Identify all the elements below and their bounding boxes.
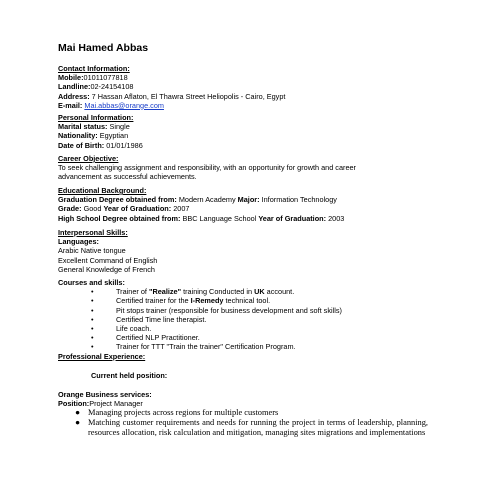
landline-label: Landline: [58,82,91,92]
position-row [58,399,458,408]
contact-section [58,64,458,110]
email-link[interactable]: Mai.abbas@orange.com [84,100,164,110]
current-position-block [91,371,491,380]
company-name: Orange Business services: [58,390,152,399]
courses-list [58,287,458,351]
bullet-icon: • [91,305,94,315]
grade-label: Grade: [58,204,82,214]
course-text: training Conducted in [181,287,255,297]
address-label: Address: [58,91,90,101]
course-text: Certified Time line therapist. [116,314,207,324]
course-bold: UK [254,287,265,297]
hs-from: BBC Language School [182,213,257,223]
language-item: General Knowledge of French [58,264,155,274]
personal-heading: Personal Information: [58,113,134,122]
high-school-row [58,214,458,223]
landline-value: 02-24154108 [90,82,134,92]
year-value: 2007 [173,204,190,214]
address-value: 7 Hassan Aflaton, El Thawra Street Heliopolis - Cairo, Egypt [91,91,286,101]
courses-section [58,278,458,352]
career-heading: Career Objective: [58,154,119,163]
career-section [58,154,458,182]
course-item [58,306,458,315]
mobile-label: Mobile: [58,73,84,83]
grad-label: Graduation Degree obtained from: [58,195,177,205]
mobile-row [58,73,458,82]
contact-heading: Contact Information: [58,64,130,73]
bullet-icon: ● [75,408,81,418]
duty-text: Matching customer requirements and needs for running the project in terms of leadership, planning, resources allocation, risk calculation and mitigation, managing sites migrations and implementations [88,418,428,437]
duties-list [58,408,428,437]
email-row [58,101,458,110]
bullet-icon: • [91,342,94,352]
course-bold: "Realize" [148,287,182,297]
position-value: Project Manager [89,399,143,409]
course-text: Trainer of [116,287,149,297]
course-item [58,315,458,324]
dob-label: Date of Birth: [58,140,105,150]
interpersonal-heading: Interpersonal Skills: [58,228,128,237]
course-item [58,324,458,333]
duty-item [58,418,428,437]
career-text: To seek challenging assignment and responsibility, with an opportunity for growth and career advancement as successful achievements. [58,163,356,182]
course-text: Pit stops trainer (responsible for business development and soft skills) [116,305,342,315]
hs-year-label: Year of Graduation: [258,213,327,223]
language-item: Arabic Native tongue [58,246,126,256]
course-text: Certified trainer for the [116,296,191,306]
experience-section [58,390,458,437]
marital-label: Marital status: [58,122,108,132]
course-text: technical tool. [223,296,271,306]
marital-row [58,122,458,131]
address-row [58,92,458,101]
course-item [58,296,458,305]
duty-item [58,408,428,418]
bullet-icon: • [91,324,94,334]
duty-text: Managing projects across regions for multiple customers [88,408,279,418]
nationality-row [58,131,458,140]
position-label: Position: [58,399,90,409]
language-item: Excellent Command of English [58,255,158,265]
marital-value: Single [109,122,130,132]
education-heading: Educational Background: [58,186,147,195]
bullet-icon: ● [75,418,81,427]
graduation-row [58,195,458,204]
dob-value: 01/01/1986 [106,140,143,150]
bullet-icon: • [91,296,94,306]
grade-row [58,204,458,213]
mobile-value: 01011077818 [83,73,128,83]
interpersonal-section [58,228,458,274]
course-text: Certified NLP Practitioner. [116,333,200,343]
current-position-label: Current held position: [91,371,168,380]
nationality-value: Egyptian [99,131,129,141]
course-text: Life coach. [116,324,152,334]
bullet-icon: • [91,287,94,297]
email-label: E-mail: [58,100,83,110]
course-text: Trainer for TTT "Train the trainer" Certification Program. [116,342,296,352]
course-item [58,333,458,342]
experience-heading-block [58,352,458,361]
nationality-label: Nationality: [58,131,98,141]
education-section [58,186,458,223]
major-label: Major: [237,195,260,205]
course-text: account. [264,287,295,297]
applicant-name: Mai Hamed Abbas [58,42,149,54]
year-label: Year of Graduation: [103,204,172,214]
courses-heading: Courses and skills: [58,278,125,287]
hs-year-value: 2003 [328,213,345,223]
personal-section [58,113,458,150]
dob-row [58,141,458,150]
experience-heading: Professional Experience: [58,352,146,361]
grad-from: Modern Academy [178,195,236,205]
bullet-icon: • [91,333,94,343]
major-value: Information Technology [261,195,337,205]
hs-label: High School Degree obtained from: [58,213,181,223]
languages-label: Languages: [58,237,99,247]
course-item [58,342,458,351]
landline-row [58,82,458,91]
course-item [58,287,458,296]
grade-value: Good [83,204,102,214]
course-bold: I-Remedy [190,296,224,306]
bullet-icon: • [91,314,94,324]
